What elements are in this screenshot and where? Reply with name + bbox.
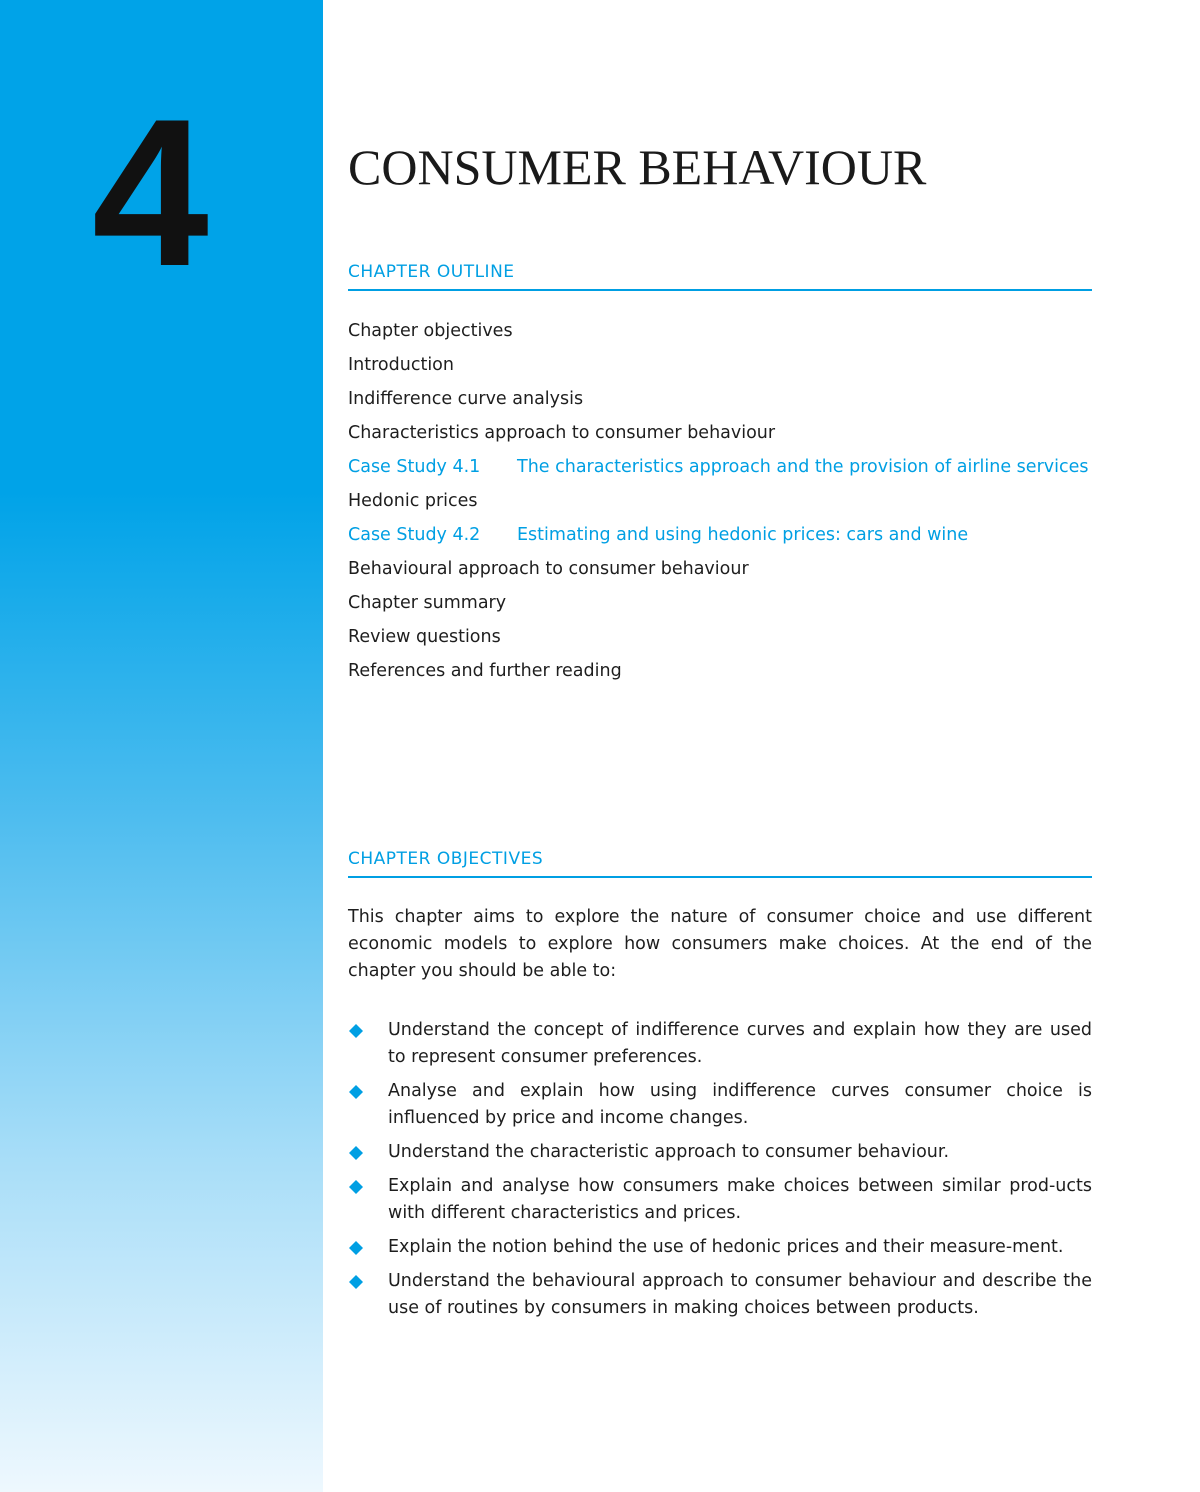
outline-item: Hedonic prices — [348, 491, 478, 511]
diamond-bullet-icon — [348, 1234, 388, 1261]
case-study-label: Case Study 4.1 — [348, 457, 481, 477]
outline-item: Introduction — [348, 355, 454, 375]
case-study-label: Case Study 4.2 — [348, 525, 481, 545]
objective-text: Understand the characteristic approach to consumer behaviour. — [388, 1142, 950, 1162]
objectives-intro: This chapter aims to explore the nature of consumer choice and use different economic models to explore how consumers make choices. At the end of the chapter you should be able to: — [348, 907, 1092, 981]
outline-item: Characteristics approach to consumer behaviour — [348, 423, 776, 443]
chapter-number: 4 — [92, 75, 209, 310]
chapter-title: CONSUMER BEHAVIOUR — [348, 139, 927, 195]
diamond-bullet-icon — [348, 1268, 388, 1322]
objective-text: Explain and analyse how consumers make choices between similar prod-ucts with different characteristics and prices. — [388, 1176, 1092, 1223]
objective-item — [348, 1268, 1092, 1322]
objectives-list — [348, 1017, 1092, 1329]
outline-item: Chapter summary — [348, 593, 507, 613]
outline-case-study — [348, 522, 1092, 548]
objective-text: Understand the concept of indifference curves and explain how they are used to represent consumer preferences. — [388, 1020, 1092, 1067]
diamond-bullet-icon — [348, 1139, 388, 1166]
objective-item — [348, 1078, 1092, 1132]
chapter-objectives-heading: CHAPTER OBJECTIVES — [348, 849, 1092, 878]
case-study-title: Estimating and using hedonic prices: cars and wine — [517, 525, 969, 545]
chapter-outline-list — [348, 318, 1092, 692]
objective-text: Understand the behavioural approach to consumer behaviour and describe the use of routines by consumers in making choices between products. — [388, 1271, 1092, 1318]
chapter-outline-heading: CHAPTER OUTLINE — [348, 262, 1092, 291]
objective-item — [348, 1017, 1092, 1071]
outline-item: References and further reading — [348, 661, 622, 681]
diamond-bullet-icon — [348, 1017, 388, 1071]
outline-item: Chapter objectives — [348, 321, 513, 341]
diamond-bullet-icon — [348, 1173, 388, 1227]
outline-item: Behavioural approach to consumer behaviour — [348, 559, 749, 579]
objective-text: Explain the notion behind the use of hedonic prices and their measure-ment. — [388, 1237, 1064, 1257]
outline-item: Review questions — [348, 627, 501, 647]
objective-item — [348, 1234, 1092, 1261]
outline-case-study — [348, 454, 1092, 480]
objective-item — [348, 1139, 1092, 1166]
case-study-title: The characteristics approach and the provision of airline services — [517, 457, 1089, 477]
objective-text: Analyse and explain how using indifference curves consumer choice is influenced by price and income changes. — [388, 1081, 1092, 1128]
objective-item — [348, 1173, 1092, 1227]
outline-item: Indifference curve analysis — [348, 389, 584, 409]
diamond-bullet-icon — [348, 1078, 388, 1132]
